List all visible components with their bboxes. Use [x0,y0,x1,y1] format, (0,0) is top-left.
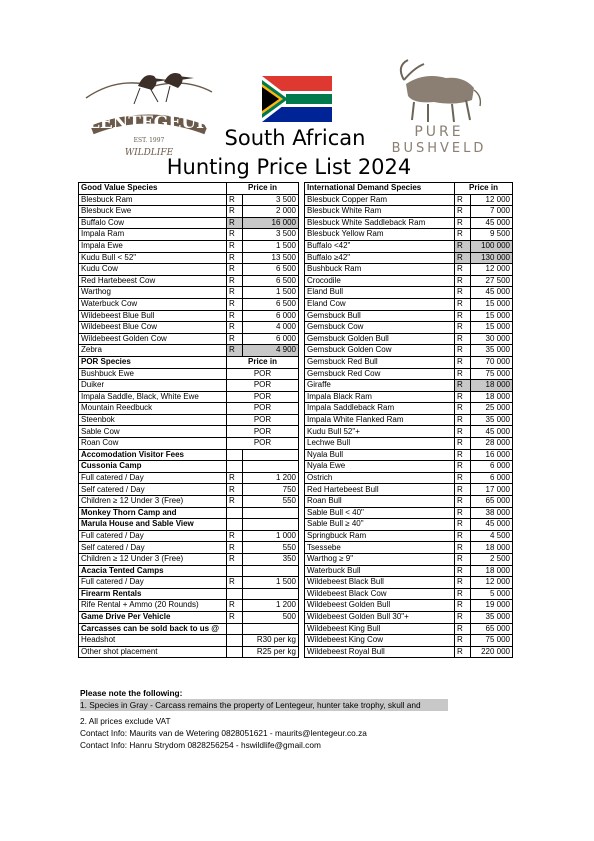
right-price: 15 000 [471,310,513,322]
right-species-name: Gemsbuck Golden Bull [305,333,455,345]
right-price: 12 000 [471,264,513,276]
right-species-name: Blesbuck Yellow Ram [305,229,455,241]
table-row [79,623,513,635]
right-currency: R [455,298,471,310]
left-currency: R [227,322,243,334]
left-price: 550 [243,496,299,508]
left-species-name: Other shot placement [79,646,227,658]
right-price: 12 000 [471,577,513,589]
left-currency: R [227,345,243,357]
right-currency: R [455,275,471,287]
left-currency: R [227,298,243,310]
left-price: 1 500 [243,577,299,589]
right-price: 28 000 [471,438,513,450]
left-currency: R [227,310,243,322]
right-price: 2 500 [471,554,513,566]
right-currency: R [455,264,471,276]
left-species-name: Impala Ram [79,229,227,241]
right-currency: R [455,623,471,635]
right-price: 15 000 [471,322,513,334]
table-row [79,368,513,380]
right-species-name: Waterbuck Bull [305,565,455,577]
right-price: 25 000 [471,403,513,415]
left-price: 1 500 [243,287,299,299]
right-currency: R [455,611,471,623]
right-price: 6 000 [471,472,513,484]
right-price: 17 000 [471,484,513,496]
left-currency [227,623,243,635]
left-species-name: Wildebeest Golden Cow [79,333,227,345]
right-price: 220 000 [471,646,513,658]
table-row [79,461,513,473]
left-currency: R [227,206,243,218]
left-species-name: Impala Ewe [79,240,227,252]
left-currency: R [227,240,243,252]
table-row [79,298,513,310]
right-species-name: Red Hartebeest Bull [305,484,455,496]
right-price: 5 000 [471,588,513,600]
left-price [243,565,299,577]
right-species-name: Gemsbuck Golden Cow [305,345,455,357]
left-logo-est: EST. 1997 [133,137,165,144]
left-price: 6 000 [243,333,299,345]
notes-section [80,687,480,751]
left-species-name: Waterbuck Cow [79,298,227,310]
right-currency: R [455,554,471,566]
right-logo-line1: PURE [414,124,464,140]
table-row [79,484,513,496]
table-row [79,542,513,554]
right-price: 35 000 [471,345,513,357]
left-species-name: Buffalo Cow [79,217,227,229]
table-row [79,252,513,264]
right-species-name: Crocodile [305,275,455,287]
right-price: 15 000 [471,298,513,310]
right-currency: R [455,391,471,403]
left-price: 1 500 [243,240,299,252]
left-header: Good Value Species [79,183,227,195]
right-species-name: Eland Bull [305,287,455,299]
left-species-name: Children ≥ 12 Under 3 (Free) [79,496,227,508]
title-line-1: South African [224,126,366,150]
left-currency: R [227,484,243,496]
note-vat: 2. All prices exclude VAT [80,715,171,726]
right-species-name: Buffalo ≥42" [305,252,455,264]
right-currency: R [455,577,471,589]
left-currency [227,646,243,658]
left-species-name: Marula House and Sable View [79,519,227,531]
left-price: 6 500 [243,275,299,287]
note-gray-species: 1. Species in Gray - Carcass remains the property of Lentegeur, hunter take trophy, skull and [80,699,448,711]
right-currency: R [455,287,471,299]
right-price: 4 500 [471,530,513,542]
right-species-name: Wildebeest King Cow [305,635,455,647]
left-price [243,588,299,600]
right-price: 12 000 [471,194,513,206]
left-currency: R [227,217,243,229]
left-species-name: Steenbok [79,414,227,426]
left-species-name: Roan Cow [79,438,227,450]
left-currency: R [227,554,243,566]
right-species-name: Wildebeest King Bull [305,623,455,635]
right-price: 7 000 [471,206,513,218]
right-currency: R [455,565,471,577]
left-price-mid: Price in [227,356,299,368]
right-currency: R [455,496,471,508]
left-price: 6 500 [243,298,299,310]
table-row [79,287,513,299]
right-currency: R [455,438,471,450]
left-species-name: Game Drive Per Vehicle [79,611,227,623]
left-species-name: Accomodation Visitor Fees [79,449,227,461]
left-currency: R [227,229,243,241]
right-species-name: Blesbuck White Ram [305,206,455,218]
left-species-name: Self catered / Day [79,484,227,496]
right-price: 18 000 [471,380,513,392]
left-species-name: Blesbuck Ewe [79,206,227,218]
table-row [79,507,513,519]
right-species-name: Lechwe Bull [305,438,455,450]
left-price: 3 500 [243,194,299,206]
table-row [79,333,513,345]
left-currency: R [227,496,243,508]
left-currency: R [227,600,243,612]
left-price: 3 500 [243,229,299,241]
right-species-name: Blesbuck Copper Ram [305,194,455,206]
left-species-name: Rife Rental + Ammo (20 Rounds) [79,600,227,612]
table-row [79,472,513,484]
left-species-name: Firearm Rentals [79,588,227,600]
left-species-name: POR Species [79,356,227,368]
left-price-mid: POR [227,380,299,392]
table-row [79,345,513,357]
notes-heading: Please note the following: [80,688,183,698]
right-species-name: Gemsbuck Red Bull [305,356,455,368]
left-species-name: Acacia Tented Camps [79,565,227,577]
left-currency [227,519,243,531]
table-row [79,356,513,368]
left-price: 750 [243,484,299,496]
left-species-name: Bushbuck Ewe [79,368,227,380]
left-currency: R [227,194,243,206]
right-currency: R [455,635,471,647]
table-row [79,275,513,287]
left-currency [227,461,243,473]
left-price: 350 [243,554,299,566]
right-currency: R [455,449,471,461]
right-species-name: Impala Saddleback Ram [305,403,455,415]
right-currency: R [455,414,471,426]
left-species-name: Cussonia Camp [79,461,227,473]
table-row [79,646,513,658]
table-row [79,496,513,508]
left-species-name: Monkey Thorn Camp and [79,507,227,519]
right-species-name: Ostrich [305,472,455,484]
right-currency: R [455,542,471,554]
table-row [79,600,513,612]
table-row [79,403,513,415]
left-species-name: Headshot [79,635,227,647]
right-species-name: Wildebeest Black Bull [305,577,455,589]
table-row [79,206,513,218]
left-currency [227,449,243,461]
right-currency: R [455,472,471,484]
right-price: 45 000 [471,217,513,229]
left-currency: R [227,252,243,264]
right-price: 18 000 [471,565,513,577]
right-species-name: Bushbuck Ram [305,264,455,276]
right-logo-line2: BUSHVELD [391,141,487,154]
left-currency: R [227,264,243,276]
right-species-name: Springbuck Ram [305,530,455,542]
table-row [79,380,513,392]
left-price-mid: POR [227,403,299,415]
left-price: R30 per kg [243,635,299,647]
table-row [79,194,513,206]
left-species-name: Kudu Bull < 52" [79,252,227,264]
right-currency: R [455,240,471,252]
table-row [79,426,513,438]
right-currency: R [455,507,471,519]
left-currency [227,507,243,519]
left-currency: R [227,577,243,589]
left-currency [227,635,243,647]
left-price-mid: POR [227,368,299,380]
right-species-name: Impala Black Ram [305,391,455,403]
table-row [79,240,513,252]
right-species-name: Warthog ≥ 9" [305,554,455,566]
left-species-name: Self catered / Day [79,542,227,554]
left-currency: R [227,472,243,484]
table-row [79,577,513,589]
right-currency: R [455,310,471,322]
left-price [243,623,299,635]
left-price [243,507,299,519]
left-price [243,519,299,531]
right-species-name: Tsessebe [305,542,455,554]
left-species-name: Sable Cow [79,426,227,438]
left-price: 13 500 [243,252,299,264]
right-price: 30 000 [471,333,513,345]
right-price: 70 000 [471,356,513,368]
right-currency: R [455,345,471,357]
right-price-header: Price in [455,183,513,195]
right-price: 130 000 [471,252,513,264]
left-currency: R [227,333,243,345]
right-price: 18 000 [471,542,513,554]
title-line-2: Hunting Price List 2024 [166,155,412,179]
table-row [79,264,513,276]
table-row [79,322,513,334]
right-species-name: Roan Bull [305,496,455,508]
right-price: 19 000 [471,600,513,612]
left-logo-sub: WILDLIFE [124,148,174,158]
right-currency: R [455,322,471,334]
left-price: 1 200 [243,600,299,612]
right-species-name: Gemsbuck Bull [305,310,455,322]
left-price: 4 000 [243,322,299,334]
right-price: 75 000 [471,635,513,647]
price-table [78,182,513,658]
left-species-name: Full catered / Day [79,577,227,589]
right-species-name: Gemsbuck Cow [305,322,455,334]
right-currency: R [455,403,471,415]
left-species-name: Duiker [79,380,227,392]
left-species-name: Red Hartebeest Cow [79,275,227,287]
table-row [79,554,513,566]
right-price: 35 000 [471,414,513,426]
right-species-name: Wildebeest Golden Bull [305,600,455,612]
left-price: 1 000 [243,530,299,542]
left-species-name: Kudu Cow [79,264,227,276]
right-price: 16 000 [471,449,513,461]
right-species-name: Wildebeest Black Cow [305,588,455,600]
left-price: 1 200 [243,472,299,484]
table-row [79,414,513,426]
right-price: 45 000 [471,287,513,299]
right-species-name: Giraffe [305,380,455,392]
right-species-name: Wildebeest Royal Bull [305,646,455,658]
right-species-name: Buffalo <42" [305,240,455,252]
left-currency: R [227,275,243,287]
right-species-name: Wildebeest Golden Bull 30"+ [305,611,455,623]
contact-info-maurits: Contact Info: Maurits van de Wetering 0828051621 - maurits@lentegeur.co.za [80,727,367,738]
left-species-name: Children ≥ 12 Under 3 (Free) [79,554,227,566]
south-african-flag-icon [262,76,332,122]
right-currency: R [455,217,471,229]
right-currency: R [455,252,471,264]
right-species-name: Eland Cow [305,298,455,310]
left-currency [227,565,243,577]
right-currency: R [455,519,471,531]
left-price: 4 900 [243,345,299,357]
left-price: 2 000 [243,206,299,218]
table-row [79,310,513,322]
table-row [79,438,513,450]
right-species-name: Kudu Bull 52"+ [305,426,455,438]
left-price: 550 [243,542,299,554]
right-currency: R [455,484,471,496]
right-price: 38 000 [471,507,513,519]
right-species-name: Sable Bull ≥ 40" [305,519,455,531]
right-currency: R [455,530,471,542]
right-currency: R [455,356,471,368]
table-row [79,217,513,229]
left-currency [227,588,243,600]
right-species-name: Sable Bull < 40" [305,507,455,519]
table-row [79,565,513,577]
right-price: 65 000 [471,623,513,635]
left-currency: R [227,530,243,542]
left-price [243,461,299,473]
left-species-name: Zebra [79,345,227,357]
left-species-name: Mountain Reedbuck [79,403,227,415]
right-currency: R [455,646,471,658]
right-price: 6 000 [471,461,513,473]
left-species-name: Blesbuck Ram [79,194,227,206]
right-price: 18 000 [471,391,513,403]
right-currency: R [455,368,471,380]
left-species-name: Full catered / Day [79,472,227,484]
left-price-header: Price in [227,183,299,195]
right-price: 35 000 [471,611,513,623]
left-currency: R [227,287,243,299]
left-species-name: Wildebeest Blue Cow [79,322,227,334]
table-row [79,588,513,600]
left-price-mid: POR [227,414,299,426]
right-currency: R [455,380,471,392]
right-price: 75 000 [471,368,513,380]
right-species-name: Nyala Ewe [305,461,455,473]
left-species-name: Full catered / Day [79,530,227,542]
right-species-name: Nyala Bull [305,449,455,461]
left-price: 6 000 [243,310,299,322]
right-currency: R [455,600,471,612]
left-currency: R [227,542,243,554]
left-price-mid: POR [227,438,299,450]
left-price [243,449,299,461]
right-currency: R [455,426,471,438]
right-header: International Demand Species [305,183,455,195]
left-price: 16 000 [243,217,299,229]
left-currency: R [227,611,243,623]
right-price: 65 000 [471,496,513,508]
left-price-mid: POR [227,426,299,438]
table-row [79,611,513,623]
left-price: 6 500 [243,264,299,276]
table-row [79,635,513,647]
table-row [79,229,513,241]
left-price: R25 per kg [243,646,299,658]
table-row [79,391,513,403]
right-currency: R [455,588,471,600]
left-logo-text: LENTEGEUR [87,113,211,133]
right-currency: R [455,194,471,206]
left-price: 500 [243,611,299,623]
right-currency: R [455,461,471,473]
right-price: 45 000 [471,519,513,531]
right-species-name: Gemsbuck Red Cow [305,368,455,380]
right-species-name: Impala White Flanked Ram [305,414,455,426]
left-species-name: Warthog [79,287,227,299]
table-row [79,519,513,531]
right-price: 9 500 [471,229,513,241]
right-price: 27 500 [471,275,513,287]
left-price-mid: POR [227,391,299,403]
left-species-name: Carcasses can be sold back to us @ [79,623,227,635]
right-currency: R [455,229,471,241]
left-species-name: Impala Saddle, Black, White Ewe [79,391,227,403]
right-species-name: Blesbuck White Saddleback Ram [305,217,455,229]
left-species-name: Wildebeest Blue Bull [79,310,227,322]
right-price: 100 000 [471,240,513,252]
right-currency: R [455,333,471,345]
contact-info-hanru: Contact Info: Hanru Strydom 0828256254 - hswildlife@gmail.com [80,740,321,751]
table-header-row [79,183,513,195]
right-currency: R [455,206,471,218]
table-row [79,530,513,542]
table-row [79,449,513,461]
right-price: 45 000 [471,426,513,438]
